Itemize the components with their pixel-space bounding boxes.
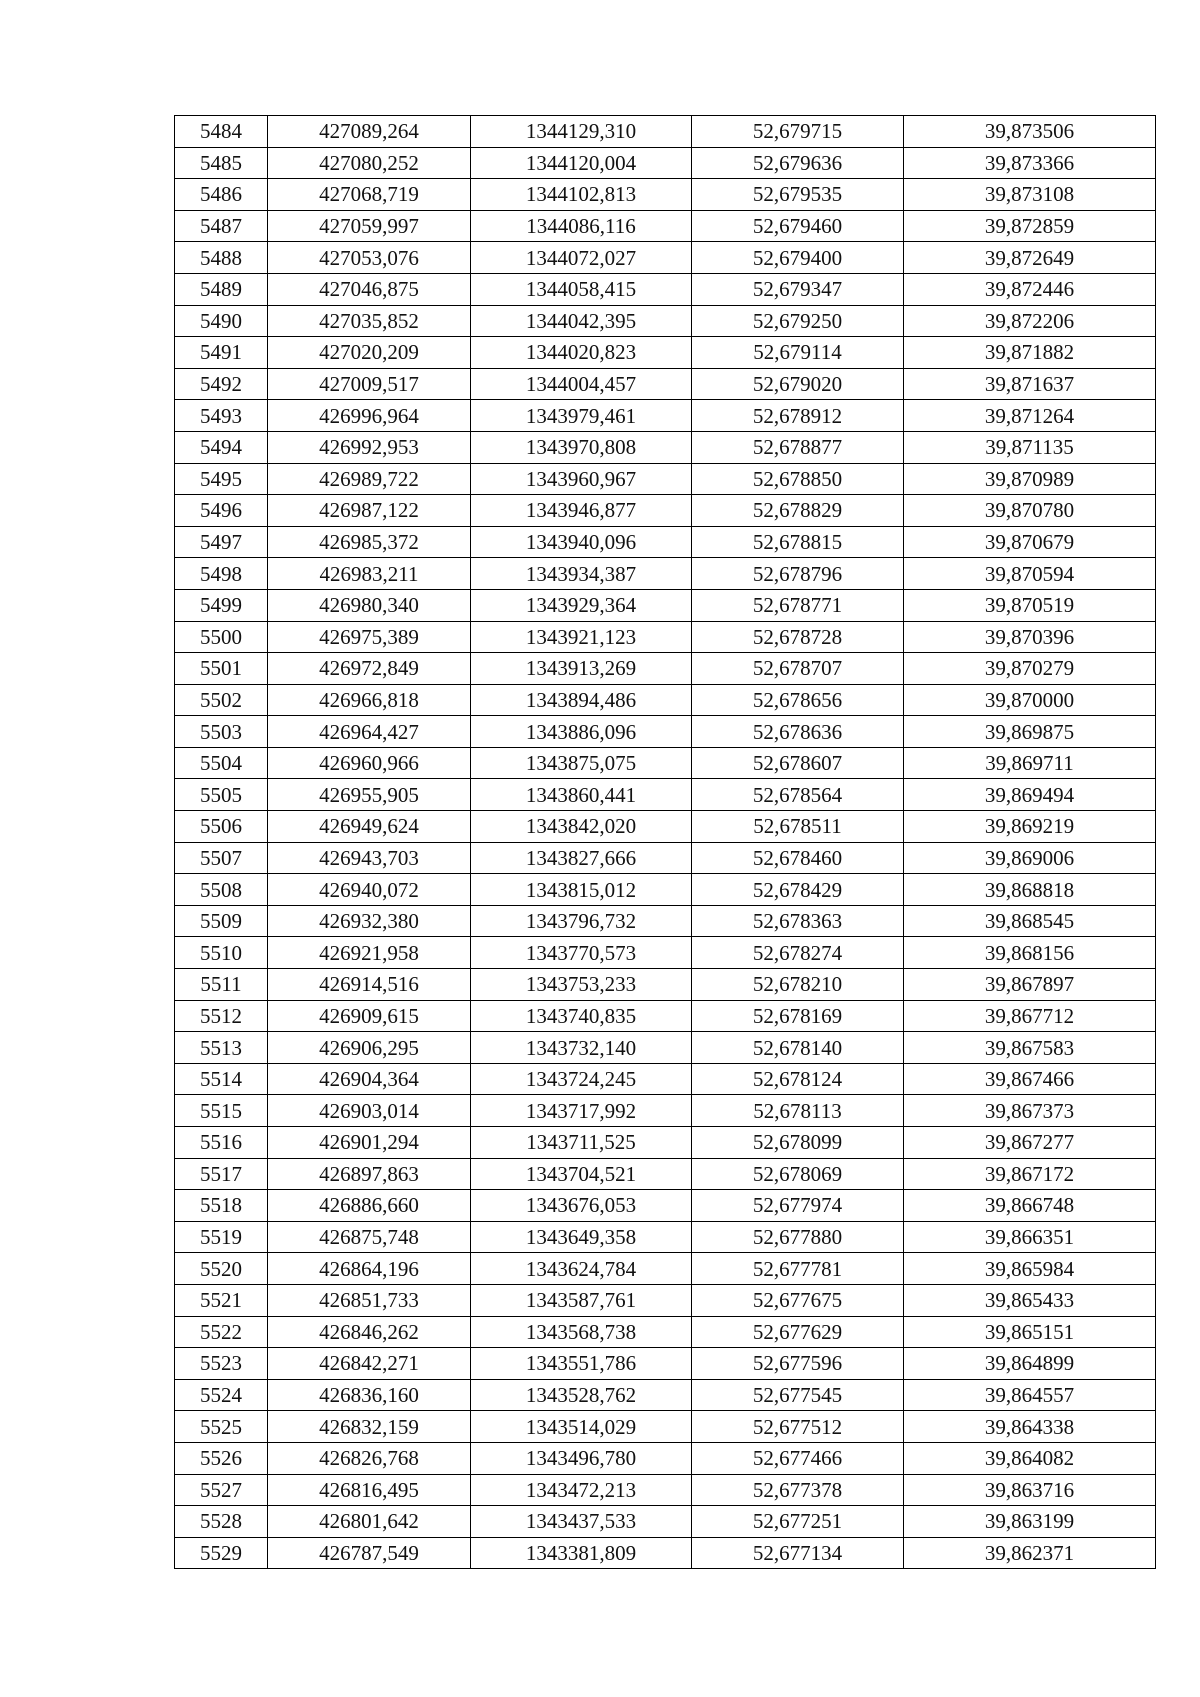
point-number-cell: 5518	[175, 1190, 268, 1222]
latitude-cell: 52,678815	[692, 526, 904, 558]
latitude-cell: 52,678210	[692, 969, 904, 1001]
x-coordinate-cell: 426816,495	[268, 1474, 471, 1506]
table-row	[175, 558, 1156, 590]
latitude-cell: 52,679636	[692, 147, 904, 179]
point-number-cell: 5507	[175, 842, 268, 874]
x-coordinate-cell: 427080,252	[268, 147, 471, 179]
longitude-cell: 39,865433	[904, 1284, 1156, 1316]
longitude-cell: 39,870780	[904, 495, 1156, 527]
longitude-cell: 39,872206	[904, 305, 1156, 337]
x-coordinate-cell: 426904,364	[268, 1063, 471, 1095]
table-row	[175, 273, 1156, 305]
latitude-cell: 52,677378	[692, 1474, 904, 1506]
point-number-cell: 5513	[175, 1032, 268, 1064]
point-number-cell: 5494	[175, 431, 268, 463]
x-coordinate-cell: 426989,722	[268, 463, 471, 495]
x-coordinate-cell: 427089,264	[268, 116, 471, 148]
y-coordinate-cell: 1343704,521	[471, 1158, 692, 1190]
longitude-cell: 39,864338	[904, 1411, 1156, 1443]
table-row	[175, 1032, 1156, 1064]
point-number-cell: 5499	[175, 589, 268, 621]
point-number-cell: 5510	[175, 937, 268, 969]
point-number-cell: 5502	[175, 684, 268, 716]
table-row	[175, 779, 1156, 811]
x-coordinate-cell: 426975,389	[268, 621, 471, 653]
x-coordinate-cell: 426983,211	[268, 558, 471, 590]
y-coordinate-cell: 1343587,761	[471, 1284, 692, 1316]
x-coordinate-cell: 426914,516	[268, 969, 471, 1001]
y-coordinate-cell: 1343894,486	[471, 684, 692, 716]
x-coordinate-cell: 427035,852	[268, 305, 471, 337]
latitude-cell: 52,678124	[692, 1063, 904, 1095]
y-coordinate-cell: 1343875,075	[471, 747, 692, 779]
longitude-cell: 39,872649	[904, 242, 1156, 274]
table-row	[175, 1506, 1156, 1538]
latitude-cell: 52,677545	[692, 1379, 904, 1411]
table-row	[175, 1000, 1156, 1032]
table-row	[175, 905, 1156, 937]
x-coordinate-cell: 426787,549	[268, 1537, 471, 1569]
longitude-cell: 39,873366	[904, 147, 1156, 179]
latitude-cell: 52,678771	[692, 589, 904, 621]
latitude-cell: 52,677512	[692, 1411, 904, 1443]
table-row	[175, 747, 1156, 779]
coordinates-table-body	[175, 116, 1156, 1569]
longitude-cell: 39,867172	[904, 1158, 1156, 1190]
y-coordinate-cell: 1343528,762	[471, 1379, 692, 1411]
latitude-cell: 52,678850	[692, 463, 904, 495]
x-coordinate-cell: 426972,849	[268, 653, 471, 685]
x-coordinate-cell: 427053,076	[268, 242, 471, 274]
x-coordinate-cell: 427068,719	[268, 179, 471, 211]
longitude-cell: 39,869711	[904, 747, 1156, 779]
x-coordinate-cell: 427009,517	[268, 368, 471, 400]
table-row	[175, 495, 1156, 527]
x-coordinate-cell: 426992,953	[268, 431, 471, 463]
y-coordinate-cell: 1343472,213	[471, 1474, 692, 1506]
y-coordinate-cell: 1344072,027	[471, 242, 692, 274]
table-row	[175, 1284, 1156, 1316]
y-coordinate-cell: 1344058,415	[471, 273, 692, 305]
table-row	[175, 653, 1156, 685]
table-row	[175, 1063, 1156, 1095]
table-row	[175, 210, 1156, 242]
point-number-cell: 5484	[175, 116, 268, 148]
table-row	[175, 874, 1156, 906]
y-coordinate-cell: 1343732,140	[471, 1032, 692, 1064]
point-number-cell: 5529	[175, 1537, 268, 1569]
latitude-cell: 52,679535	[692, 179, 904, 211]
latitude-cell: 52,677781	[692, 1253, 904, 1285]
x-coordinate-cell: 426940,072	[268, 874, 471, 906]
table-row	[175, 400, 1156, 432]
longitude-cell: 39,867466	[904, 1063, 1156, 1095]
latitude-cell: 52,678564	[692, 779, 904, 811]
x-coordinate-cell: 426864,196	[268, 1253, 471, 1285]
longitude-cell: 39,870396	[904, 621, 1156, 653]
x-coordinate-cell: 426903,014	[268, 1095, 471, 1127]
y-coordinate-cell: 1343921,123	[471, 621, 692, 653]
longitude-cell: 39,871882	[904, 337, 1156, 369]
x-coordinate-cell: 426980,340	[268, 589, 471, 621]
longitude-cell: 39,865984	[904, 1253, 1156, 1285]
y-coordinate-cell: 1343929,364	[471, 589, 692, 621]
y-coordinate-cell: 1343381,809	[471, 1537, 692, 1569]
x-coordinate-cell: 426960,966	[268, 747, 471, 779]
x-coordinate-cell: 426836,160	[268, 1379, 471, 1411]
x-coordinate-cell: 426909,615	[268, 1000, 471, 1032]
latitude-cell: 52,678607	[692, 747, 904, 779]
table-row	[175, 684, 1156, 716]
point-number-cell: 5495	[175, 463, 268, 495]
y-coordinate-cell: 1344042,395	[471, 305, 692, 337]
point-number-cell: 5497	[175, 526, 268, 558]
point-number-cell: 5523	[175, 1348, 268, 1380]
latitude-cell: 52,678912	[692, 400, 904, 432]
point-number-cell: 5503	[175, 716, 268, 748]
y-coordinate-cell: 1343568,738	[471, 1316, 692, 1348]
table-row	[175, 1221, 1156, 1253]
x-coordinate-cell: 426932,380	[268, 905, 471, 937]
x-coordinate-cell: 426842,271	[268, 1348, 471, 1380]
latitude-cell: 52,679250	[692, 305, 904, 337]
y-coordinate-cell: 1343753,233	[471, 969, 692, 1001]
latitude-cell: 52,677974	[692, 1190, 904, 1222]
latitude-cell: 52,678877	[692, 431, 904, 463]
latitude-cell: 52,677675	[692, 1284, 904, 1316]
y-coordinate-cell: 1343437,533	[471, 1506, 692, 1538]
point-number-cell: 5521	[175, 1284, 268, 1316]
latitude-cell: 52,678274	[692, 937, 904, 969]
y-coordinate-cell: 1344102,813	[471, 179, 692, 211]
latitude-cell: 52,678140	[692, 1032, 904, 1064]
latitude-cell: 52,678511	[692, 811, 904, 843]
latitude-cell: 52,677629	[692, 1316, 904, 1348]
longitude-cell: 39,867712	[904, 1000, 1156, 1032]
latitude-cell: 52,678829	[692, 495, 904, 527]
table-row	[175, 1316, 1156, 1348]
point-number-cell: 5509	[175, 905, 268, 937]
table-row	[175, 526, 1156, 558]
latitude-cell: 52,678656	[692, 684, 904, 716]
point-number-cell: 5500	[175, 621, 268, 653]
table-row	[175, 1348, 1156, 1380]
table-row	[175, 1190, 1156, 1222]
y-coordinate-cell: 1344120,004	[471, 147, 692, 179]
point-number-cell: 5490	[175, 305, 268, 337]
point-number-cell: 5508	[175, 874, 268, 906]
point-number-cell: 5516	[175, 1127, 268, 1159]
longitude-cell: 39,864557	[904, 1379, 1156, 1411]
longitude-cell: 39,873506	[904, 116, 1156, 148]
table-row	[175, 463, 1156, 495]
latitude-cell: 52,677134	[692, 1537, 904, 1569]
y-coordinate-cell: 1343711,525	[471, 1127, 692, 1159]
point-number-cell: 5514	[175, 1063, 268, 1095]
x-coordinate-cell: 426985,372	[268, 526, 471, 558]
latitude-cell: 52,679460	[692, 210, 904, 242]
x-coordinate-cell: 426846,262	[268, 1316, 471, 1348]
point-number-cell: 5505	[175, 779, 268, 811]
longitude-cell: 39,873108	[904, 179, 1156, 211]
longitude-cell: 39,867897	[904, 969, 1156, 1001]
x-coordinate-cell: 426851,733	[268, 1284, 471, 1316]
y-coordinate-cell: 1343770,573	[471, 937, 692, 969]
latitude-cell: 52,678429	[692, 874, 904, 906]
longitude-cell: 39,869875	[904, 716, 1156, 748]
x-coordinate-cell: 426886,660	[268, 1190, 471, 1222]
longitude-cell: 39,870000	[904, 684, 1156, 716]
longitude-cell: 39,871135	[904, 431, 1156, 463]
table-row	[175, 1095, 1156, 1127]
longitude-cell: 39,869494	[904, 779, 1156, 811]
y-coordinate-cell: 1344020,823	[471, 337, 692, 369]
longitude-cell: 39,872446	[904, 273, 1156, 305]
table-row	[175, 716, 1156, 748]
latitude-cell: 52,678069	[692, 1158, 904, 1190]
table-row	[175, 842, 1156, 874]
table-row	[175, 1379, 1156, 1411]
point-number-cell: 5501	[175, 653, 268, 685]
longitude-cell: 39,868545	[904, 905, 1156, 937]
y-coordinate-cell: 1343724,245	[471, 1063, 692, 1095]
longitude-cell: 39,870279	[904, 653, 1156, 685]
point-number-cell: 5524	[175, 1379, 268, 1411]
x-coordinate-cell: 426955,905	[268, 779, 471, 811]
table-row	[175, 969, 1156, 1001]
point-number-cell: 5519	[175, 1221, 268, 1253]
table-row	[175, 937, 1156, 969]
x-coordinate-cell: 426966,818	[268, 684, 471, 716]
table-row	[175, 811, 1156, 843]
coordinates-table	[174, 115, 1156, 1569]
latitude-cell: 52,678460	[692, 842, 904, 874]
x-coordinate-cell: 426943,703	[268, 842, 471, 874]
y-coordinate-cell: 1343842,020	[471, 811, 692, 843]
y-coordinate-cell: 1343514,029	[471, 1411, 692, 1443]
y-coordinate-cell: 1343860,441	[471, 779, 692, 811]
latitude-cell: 52,679347	[692, 273, 904, 305]
point-number-cell: 5493	[175, 400, 268, 432]
y-coordinate-cell: 1343827,666	[471, 842, 692, 874]
table-row	[175, 337, 1156, 369]
latitude-cell: 52,679020	[692, 368, 904, 400]
longitude-cell: 39,864082	[904, 1442, 1156, 1474]
point-number-cell: 5522	[175, 1316, 268, 1348]
point-number-cell: 5487	[175, 210, 268, 242]
table-row	[175, 1158, 1156, 1190]
point-number-cell: 5528	[175, 1506, 268, 1538]
longitude-cell: 39,868156	[904, 937, 1156, 969]
y-coordinate-cell: 1343796,732	[471, 905, 692, 937]
x-coordinate-cell: 426826,768	[268, 1442, 471, 1474]
latitude-cell: 52,679400	[692, 242, 904, 274]
y-coordinate-cell: 1343886,096	[471, 716, 692, 748]
latitude-cell: 52,678728	[692, 621, 904, 653]
y-coordinate-cell: 1343649,358	[471, 1221, 692, 1253]
y-coordinate-cell: 1343624,784	[471, 1253, 692, 1285]
longitude-cell: 39,870519	[904, 589, 1156, 621]
table-row	[175, 1411, 1156, 1443]
point-number-cell: 5488	[175, 242, 268, 274]
longitude-cell: 39,871264	[904, 400, 1156, 432]
latitude-cell: 52,678636	[692, 716, 904, 748]
longitude-cell: 39,869006	[904, 842, 1156, 874]
latitude-cell: 52,678169	[692, 1000, 904, 1032]
longitude-cell: 39,862371	[904, 1537, 1156, 1569]
x-coordinate-cell: 426996,964	[268, 400, 471, 432]
point-number-cell: 5527	[175, 1474, 268, 1506]
y-coordinate-cell: 1343740,835	[471, 1000, 692, 1032]
longitude-cell: 39,870679	[904, 526, 1156, 558]
y-coordinate-cell: 1343496,780	[471, 1442, 692, 1474]
point-number-cell: 5496	[175, 495, 268, 527]
latitude-cell: 52,678113	[692, 1095, 904, 1127]
y-coordinate-cell: 1343551,786	[471, 1348, 692, 1380]
y-coordinate-cell: 1344129,310	[471, 116, 692, 148]
longitude-cell: 39,868818	[904, 874, 1156, 906]
point-number-cell: 5504	[175, 747, 268, 779]
x-coordinate-cell: 426801,642	[268, 1506, 471, 1538]
y-coordinate-cell: 1343913,269	[471, 653, 692, 685]
longitude-cell: 39,870594	[904, 558, 1156, 590]
point-number-cell: 5492	[175, 368, 268, 400]
latitude-cell: 52,679715	[692, 116, 904, 148]
table-row	[175, 1253, 1156, 1285]
y-coordinate-cell: 1343676,053	[471, 1190, 692, 1222]
x-coordinate-cell: 426897,863	[268, 1158, 471, 1190]
table-row	[175, 1127, 1156, 1159]
table-row	[175, 1537, 1156, 1569]
x-coordinate-cell: 426949,624	[268, 811, 471, 843]
table-row	[175, 589, 1156, 621]
point-number-cell: 5486	[175, 179, 268, 211]
longitude-cell: 39,867277	[904, 1127, 1156, 1159]
y-coordinate-cell: 1343934,387	[471, 558, 692, 590]
latitude-cell: 52,678796	[692, 558, 904, 590]
table-row	[175, 431, 1156, 463]
y-coordinate-cell: 1343970,808	[471, 431, 692, 463]
table-row	[175, 1474, 1156, 1506]
table-row	[175, 1442, 1156, 1474]
table-row	[175, 179, 1156, 211]
y-coordinate-cell: 1343979,461	[471, 400, 692, 432]
longitude-cell: 39,863716	[904, 1474, 1156, 1506]
point-number-cell: 5506	[175, 811, 268, 843]
latitude-cell: 52,677880	[692, 1221, 904, 1253]
point-number-cell: 5517	[175, 1158, 268, 1190]
x-coordinate-cell: 427020,209	[268, 337, 471, 369]
point-number-cell: 5515	[175, 1095, 268, 1127]
x-coordinate-cell: 427046,875	[268, 273, 471, 305]
point-number-cell: 5511	[175, 969, 268, 1001]
longitude-cell: 39,867583	[904, 1032, 1156, 1064]
y-coordinate-cell: 1343940,096	[471, 526, 692, 558]
point-number-cell: 5525	[175, 1411, 268, 1443]
longitude-cell: 39,864899	[904, 1348, 1156, 1380]
longitude-cell: 39,870989	[904, 463, 1156, 495]
longitude-cell: 39,871637	[904, 368, 1156, 400]
longitude-cell: 39,872859	[904, 210, 1156, 242]
x-coordinate-cell: 427059,997	[268, 210, 471, 242]
x-coordinate-cell: 426875,748	[268, 1221, 471, 1253]
y-coordinate-cell: 1344004,457	[471, 368, 692, 400]
longitude-cell: 39,866748	[904, 1190, 1156, 1222]
y-coordinate-cell: 1343960,967	[471, 463, 692, 495]
table-row	[175, 368, 1156, 400]
latitude-cell: 52,678363	[692, 905, 904, 937]
table-row	[175, 242, 1156, 274]
longitude-cell: 39,866351	[904, 1221, 1156, 1253]
y-coordinate-cell: 1343717,992	[471, 1095, 692, 1127]
point-number-cell: 5489	[175, 273, 268, 305]
y-coordinate-cell: 1343946,877	[471, 495, 692, 527]
longitude-cell: 39,865151	[904, 1316, 1156, 1348]
latitude-cell: 52,677251	[692, 1506, 904, 1538]
longitude-cell: 39,867373	[904, 1095, 1156, 1127]
latitude-cell: 52,679114	[692, 337, 904, 369]
x-coordinate-cell: 426987,122	[268, 495, 471, 527]
point-number-cell: 5526	[175, 1442, 268, 1474]
x-coordinate-cell: 426921,958	[268, 937, 471, 969]
point-number-cell: 5485	[175, 147, 268, 179]
latitude-cell: 52,677596	[692, 1348, 904, 1380]
longitude-cell: 39,863199	[904, 1506, 1156, 1538]
latitude-cell: 52,678707	[692, 653, 904, 685]
x-coordinate-cell: 426832,159	[268, 1411, 471, 1443]
latitude-cell: 52,678099	[692, 1127, 904, 1159]
point-number-cell: 5520	[175, 1253, 268, 1285]
x-coordinate-cell: 426964,427	[268, 716, 471, 748]
longitude-cell: 39,869219	[904, 811, 1156, 843]
y-coordinate-cell: 1344086,116	[471, 210, 692, 242]
x-coordinate-cell: 426901,294	[268, 1127, 471, 1159]
point-number-cell: 5512	[175, 1000, 268, 1032]
point-number-cell: 5498	[175, 558, 268, 590]
y-coordinate-cell: 1343815,012	[471, 874, 692, 906]
latitude-cell: 52,677466	[692, 1442, 904, 1474]
table-row	[175, 116, 1156, 148]
point-number-cell: 5491	[175, 337, 268, 369]
table-row	[175, 305, 1156, 337]
table-row	[175, 147, 1156, 179]
table-row	[175, 621, 1156, 653]
x-coordinate-cell: 426906,295	[268, 1032, 471, 1064]
